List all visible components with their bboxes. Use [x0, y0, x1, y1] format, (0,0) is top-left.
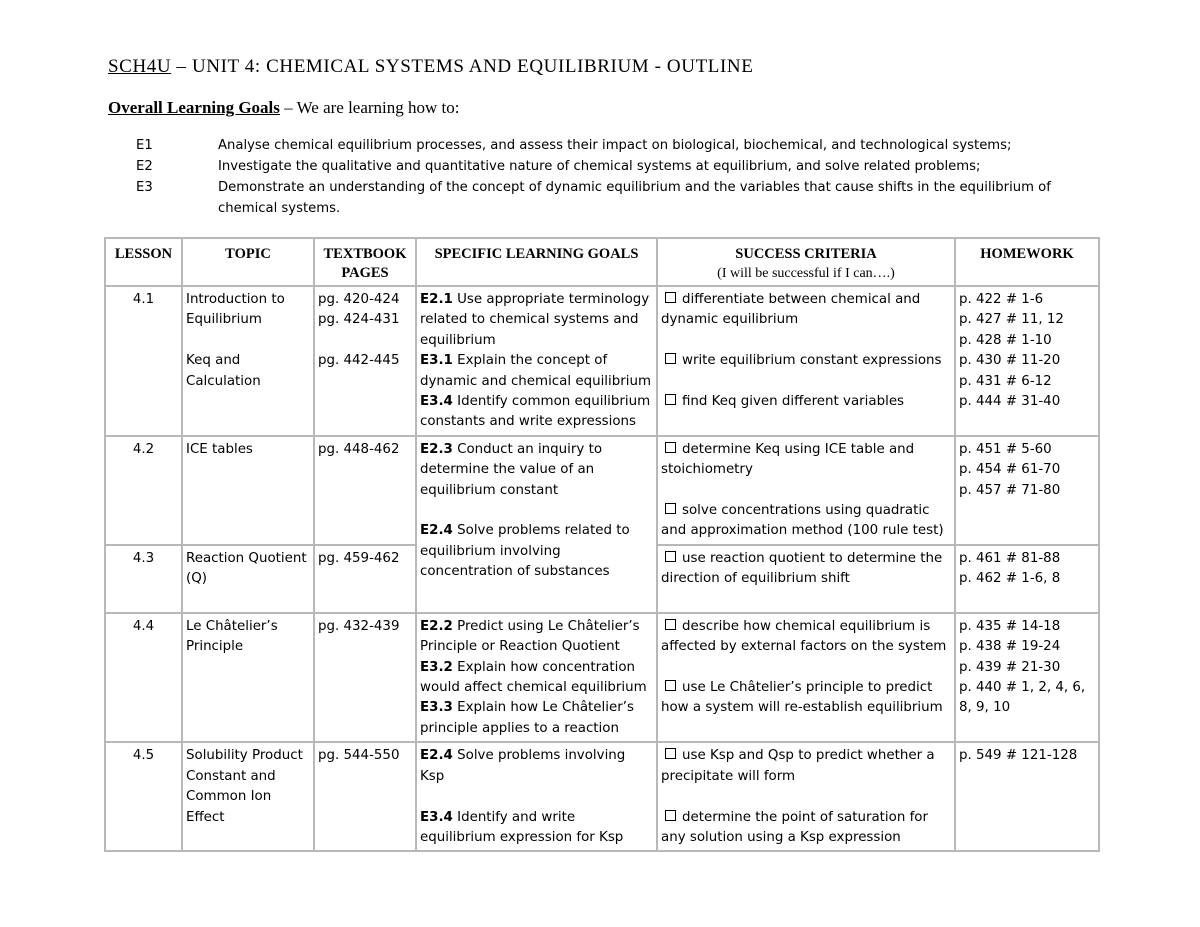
header-pages [314, 238, 416, 286]
learning-goal [420, 351, 653, 392]
homework-cell [955, 545, 1099, 613]
checkbox-icon [665, 394, 676, 405]
goal-text: Use appropriate terminology related to chemical systems and equilibrium [420, 292, 650, 348]
learning-goal [420, 440, 653, 501]
pages-text: pg. 442-445 [318, 353, 400, 369]
goals-cell [416, 613, 657, 742]
topic-text: Keq and Calculation [186, 353, 261, 389]
goals-cell [416, 436, 657, 613]
topic-text: ICE tables [182, 436, 314, 545]
criterion-text: write equilibrium constant expressions [682, 353, 942, 369]
goal-code: E2.4 [420, 748, 453, 764]
checkbox-icon [665, 353, 676, 364]
table-row [105, 286, 1099, 436]
unit-outline-table [104, 237, 1100, 852]
criterion-text: differentiate between chemical and dynamic equilibrium [661, 292, 921, 328]
goal-code: E2.4 [420, 523, 453, 539]
homework-item: p. 461 # 81-88 [959, 550, 1061, 566]
goal-code: E3.1 [420, 353, 453, 369]
checkbox-icon [665, 748, 676, 759]
criterion-text: determine the point of saturation for any solution using a Ksp expression [661, 809, 928, 845]
homework-cell [955, 436, 1099, 545]
header-criteria-main: SUCCESS CRITERIA [735, 246, 877, 262]
goal-text: Investigate the qualitative and quantitative nature of chemical systems at equilibrium, and solve related problems; [218, 159, 981, 174]
goals-cell [416, 742, 657, 851]
criteria-cell [657, 742, 955, 851]
topic-text: Introduction to Equilibrium [186, 292, 285, 328]
criterion [661, 617, 951, 658]
goal-text: Explain the concept of dynamic and chemical equilibrium [420, 353, 651, 389]
overall-goals-rest: – We are learning how to: [279, 98, 460, 117]
header-lesson: LESSON [105, 238, 182, 286]
criterion [661, 549, 951, 590]
checkbox-icon [665, 551, 676, 562]
table-row [105, 436, 1099, 545]
goal-text: Explain how concentration would affect chemical equilibrium [420, 659, 647, 696]
lesson-number: 4.2 [105, 436, 182, 545]
lesson-number: 4.3 [105, 545, 182, 613]
lesson-number: 4.5 [105, 742, 182, 851]
header-goals: SPECIFIC LEARNING GOALS [416, 238, 657, 286]
homework-item: p. 439 # 21-30 [959, 659, 1061, 675]
homework-item: p. 444 # 31-40 [959, 394, 1061, 410]
criterion-text: solve concentrations using quadratic and approximation method (100 rule test) [661, 503, 944, 539]
learning-goal [420, 808, 653, 849]
criteria-cell [657, 545, 955, 613]
header-criteria [657, 238, 955, 286]
homework-item: p. 427 # 11, 12 [959, 312, 1064, 328]
page-title [108, 56, 753, 78]
goal-text: Solve problems involving Ksp [420, 748, 626, 784]
goal-text: Demonstrate an understanding of the concept of dynamic equilibrium and the variables that cause shifts in the equilibrium of chemical systems. [218, 180, 1051, 216]
overall-goals-heading [108, 98, 460, 118]
header-topic: TOPIC [182, 238, 314, 286]
criterion-text: find Keq given different variables [682, 394, 905, 409]
criteria-cell [657, 286, 955, 436]
header-homework: HOMEWORK [955, 238, 1099, 286]
criterion-text: use reaction quotient to determine the direction of equilibrium shift [661, 550, 943, 587]
lesson-number: 4.1 [105, 286, 182, 436]
pages-text: pg. 420-424 [318, 292, 400, 307]
criterion [661, 290, 951, 331]
goal-text: Solve problems related to equilibrium involving concentration of substances [420, 523, 630, 580]
goal-text: Identify and write equilibrium expression for Ksp [420, 809, 624, 845]
goal-code: E2.3 [420, 441, 453, 457]
goal-code: E1 [136, 138, 153, 153]
goal-code: E3.3 [420, 700, 453, 716]
title-rest: – UNIT 4: CHEMICAL SYSTEMS AND EQUILIBRIUM - OUTLINE [171, 56, 754, 77]
learning-goal [420, 290, 653, 351]
pages-text: pg. 544-550 [314, 742, 416, 851]
learning-goal [420, 746, 653, 787]
course-code: SCH4U [108, 56, 172, 77]
pages-cell [314, 286, 416, 436]
learning-goal [420, 521, 653, 582]
goal-code: E2 [136, 159, 153, 174]
pages-text: pg. 448-462 [314, 436, 416, 545]
homework-item: p. 451 # 5-60 [959, 441, 1052, 457]
criterion-text: determine Keq using ICE table and stoichiometry [661, 441, 915, 478]
header-criteria-sub: (I will be successful if I can….) [717, 266, 895, 281]
topic-text: Solubility Product Constant and Common Ion Effect [182, 742, 314, 851]
learning-goal [420, 392, 653, 433]
criteria-cell [657, 613, 955, 742]
checkbox-icon [665, 503, 676, 514]
checkbox-icon [665, 619, 676, 630]
criterion [661, 351, 951, 371]
criterion-text: describe how chemical equilibrium is affected by external factors on the system [661, 618, 947, 655]
goal-code: E2.1 [420, 292, 453, 307]
checkbox-icon [665, 292, 676, 303]
goal-code: E3.4 [420, 394, 453, 410]
homework-item: p. 457 # 71-80 [959, 482, 1061, 498]
topic-cell [182, 286, 314, 436]
topic-text: Le Châtelier’s Principle [182, 613, 314, 742]
learning-goal [420, 617, 653, 658]
homework-cell [955, 742, 1099, 851]
pages-text: pg. 459-462 [314, 545, 416, 613]
table-row [105, 742, 1099, 851]
pages-text: pg. 424-431 [318, 312, 400, 328]
pages-text: pg. 432-439 [314, 613, 416, 742]
goal-code: E3.2 [420, 659, 453, 675]
homework-item: p. 440 # 1, 2, 4, 6, 8, 9, 10 [959, 680, 1086, 716]
criterion [661, 440, 951, 481]
overall-goals-label: Overall Learning Goals [108, 98, 280, 117]
lesson-number: 4.4 [105, 613, 182, 742]
checkbox-icon [665, 810, 676, 821]
criterion [661, 678, 951, 719]
topic-text: Reaction Quotient (Q) [182, 545, 314, 613]
learning-goal [420, 698, 653, 739]
criterion [661, 392, 951, 412]
homework-item: p. 435 # 14-18 [959, 618, 1061, 634]
checkbox-icon [665, 680, 676, 691]
goal-text: Analyse chemical equilibrium processes, and assess their impact on biological, biochemical, and technological systems; [218, 138, 1012, 153]
goal-text: Conduct an inquiry to determine the value of an equilibrium constant [420, 441, 603, 498]
criterion-text: use Le Châtelier’s principle to predict how a system will re-establish equilibrium [661, 680, 943, 716]
checkbox-icon [665, 442, 676, 453]
criterion [661, 501, 951, 542]
goal-text: Predict using Le Châtelier’s Principle or Reaction Quotient [420, 618, 640, 655]
goal-code: E3 [136, 180, 153, 195]
homework-item: p. 454 # 61-70 [959, 462, 1061, 478]
homework-item: p. 462 # 1-6, 8 [959, 571, 1061, 587]
criterion [661, 746, 951, 787]
homework-item: p. 428 # 1-10 [959, 332, 1052, 348]
homework-item: p. 438 # 19-24 [959, 639, 1061, 655]
header-pages-line2: PAGES [341, 265, 389, 281]
table-row [105, 613, 1099, 742]
goals-cell [416, 286, 657, 436]
homework-item: p. 549 # 121-128 [959, 748, 1078, 764]
homework-item: p. 430 # 11-20 [959, 353, 1061, 369]
goal-code: E3.4 [420, 809, 453, 825]
homework-item: p. 431 # 6-12 [959, 373, 1052, 389]
homework-item: p. 422 # 1-6 [959, 292, 1044, 307]
learning-goal [420, 658, 653, 699]
criteria-cell [657, 436, 955, 545]
goal-text: Explain how Le Châtelier’s principle applies to a reaction [420, 700, 634, 736]
goal-code: E2.2 [420, 618, 453, 634]
homework-cell [955, 286, 1099, 436]
criterion-text: use Ksp and Qsp to predict whether a precipitate will form [661, 748, 935, 784]
header-row [105, 238, 1099, 286]
header-pages-line1: TEXTBOOK [323, 246, 407, 262]
goal-text: Identify common equilibrium constants and write expressions [420, 394, 651, 430]
criterion [661, 808, 951, 849]
homework-cell [955, 613, 1099, 742]
